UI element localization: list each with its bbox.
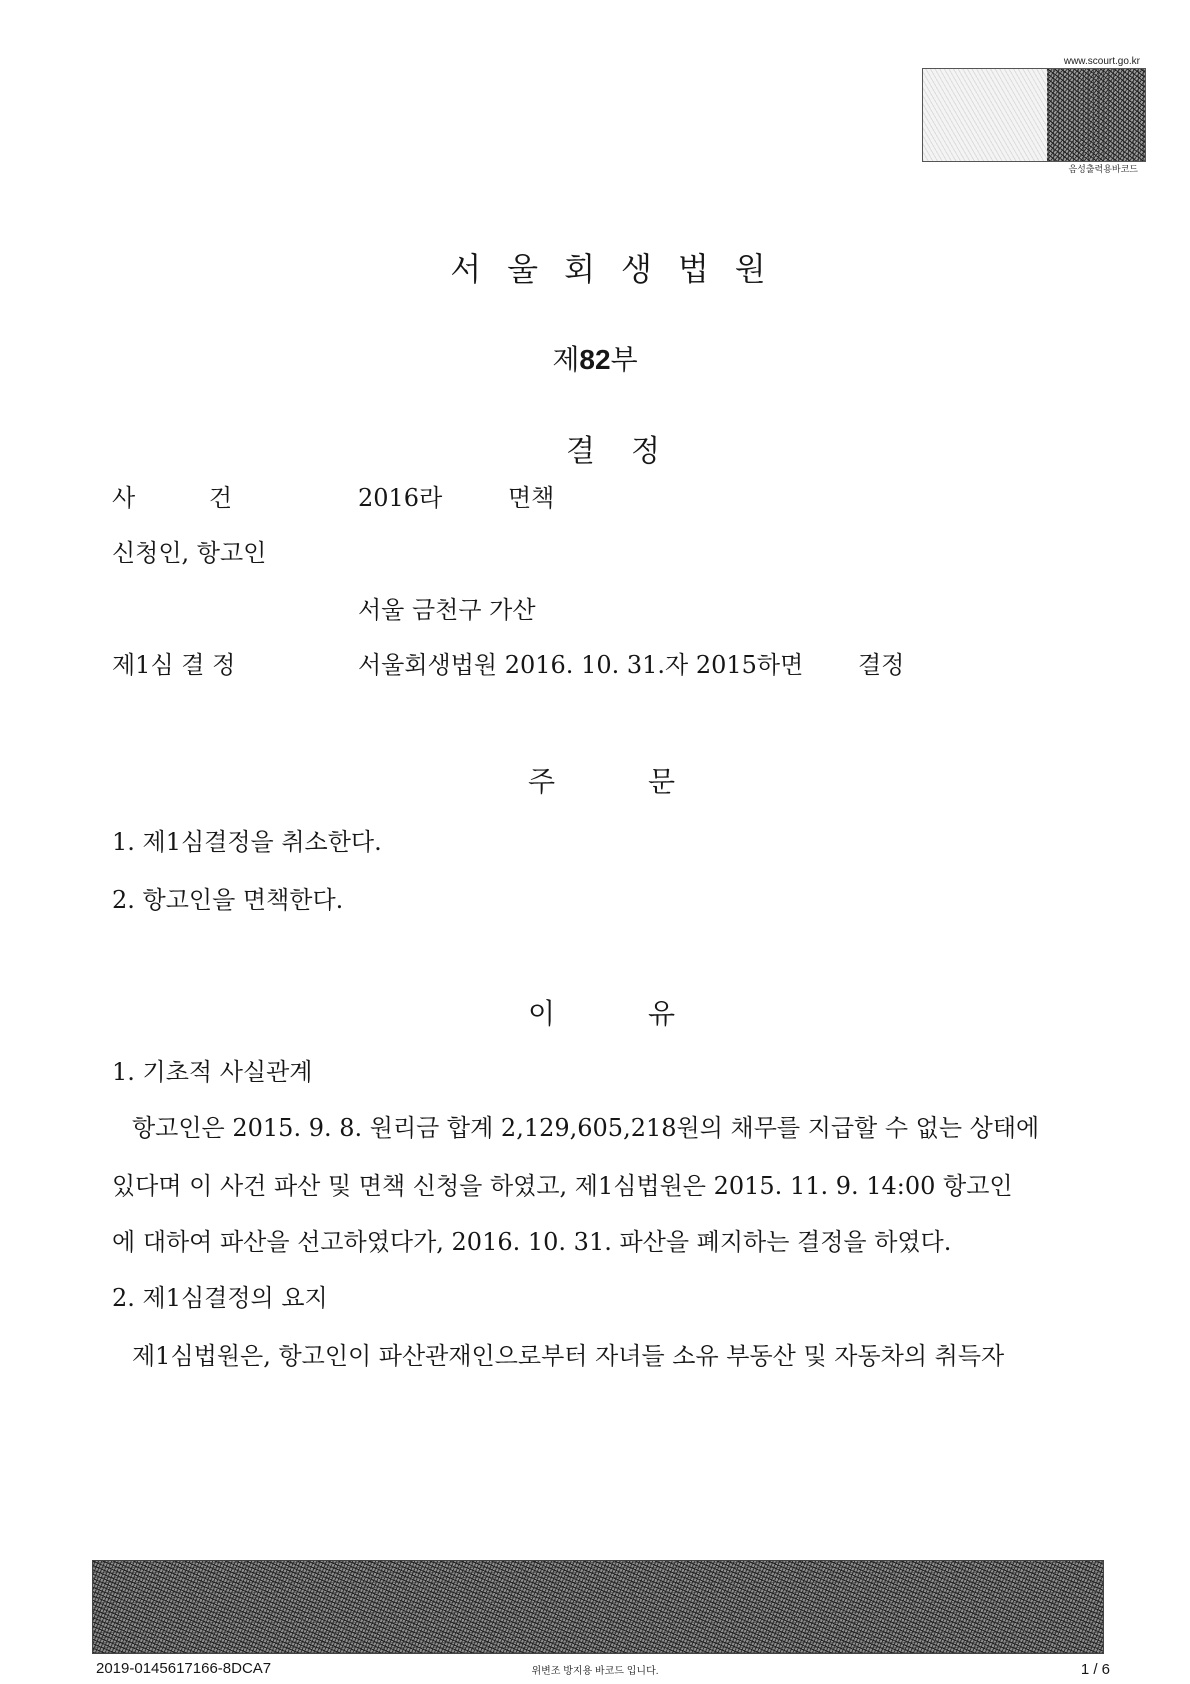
voice-output-barcode — [922, 68, 1146, 162]
section-1-line-3: 에 대하여 파산을 선고하였다가, 2016. 10. 31. 파산을 폐지하는 결정을 하였다. — [112, 1228, 952, 1256]
page-number: 1 / 6 — [1080, 1661, 1110, 1678]
first-instance-value: 서울회생법원 2016. 10. 31.자 2015하면 — [358, 651, 804, 679]
first-instance-suffix: 결정 — [858, 651, 905, 679]
court-url: www.scourt.go.kr — [1063, 56, 1140, 67]
section-1-title: 1. 기초적 사실관계 — [112, 1058, 313, 1086]
section-1-line-1: 항고인은 2015. 9. 8. 원리금 합계 2,129,605,218원의 채무를 지급할 수 없는 상태에 — [132, 1114, 1040, 1142]
section-2-line-1: 제1심법원은, 항고인이 파산관재인으로부터 자녀들 소유 부동산 및 자동차의 취득자 — [132, 1342, 1005, 1370]
applicant-address: 서울 금천구 가산 — [358, 596, 536, 624]
anti-forgery-barcode — [92, 1560, 1104, 1654]
case-number: 2016라 — [358, 484, 443, 512]
applicant-label: 신청인, 항고인 — [112, 539, 267, 567]
order-item-2: 2. 항고인을 면책한다. — [112, 886, 344, 914]
section-2-title: 2. 제1심결정의 요지 — [112, 1284, 328, 1312]
case-name: 면책 — [508, 484, 555, 512]
first-instance-label: 제1심 결 정 — [112, 651, 236, 679]
section-1-line-2: 있다며 이 사건 파산 및 면책 신청을 하였고, 제1심법원은 2015. 11. 9. 14:00 항고인 — [112, 1172, 1013, 1200]
court-division: 제82부 — [552, 343, 638, 376]
court-name: 서울회생법원 — [450, 250, 792, 288]
barcode-caption: 음성출력용바코드 — [1068, 164, 1138, 174]
document-type: 결정 — [566, 434, 696, 469]
case-label: 사 건 — [112, 484, 232, 512]
document-id: 2019-0145617166-8DCA7 — [96, 1660, 272, 1677]
order-item-1: 1. 제1심결정을 취소한다. — [112, 828, 382, 856]
barcode-note: 위변조 방지용 바코드 입니다. — [531, 1666, 659, 1677]
